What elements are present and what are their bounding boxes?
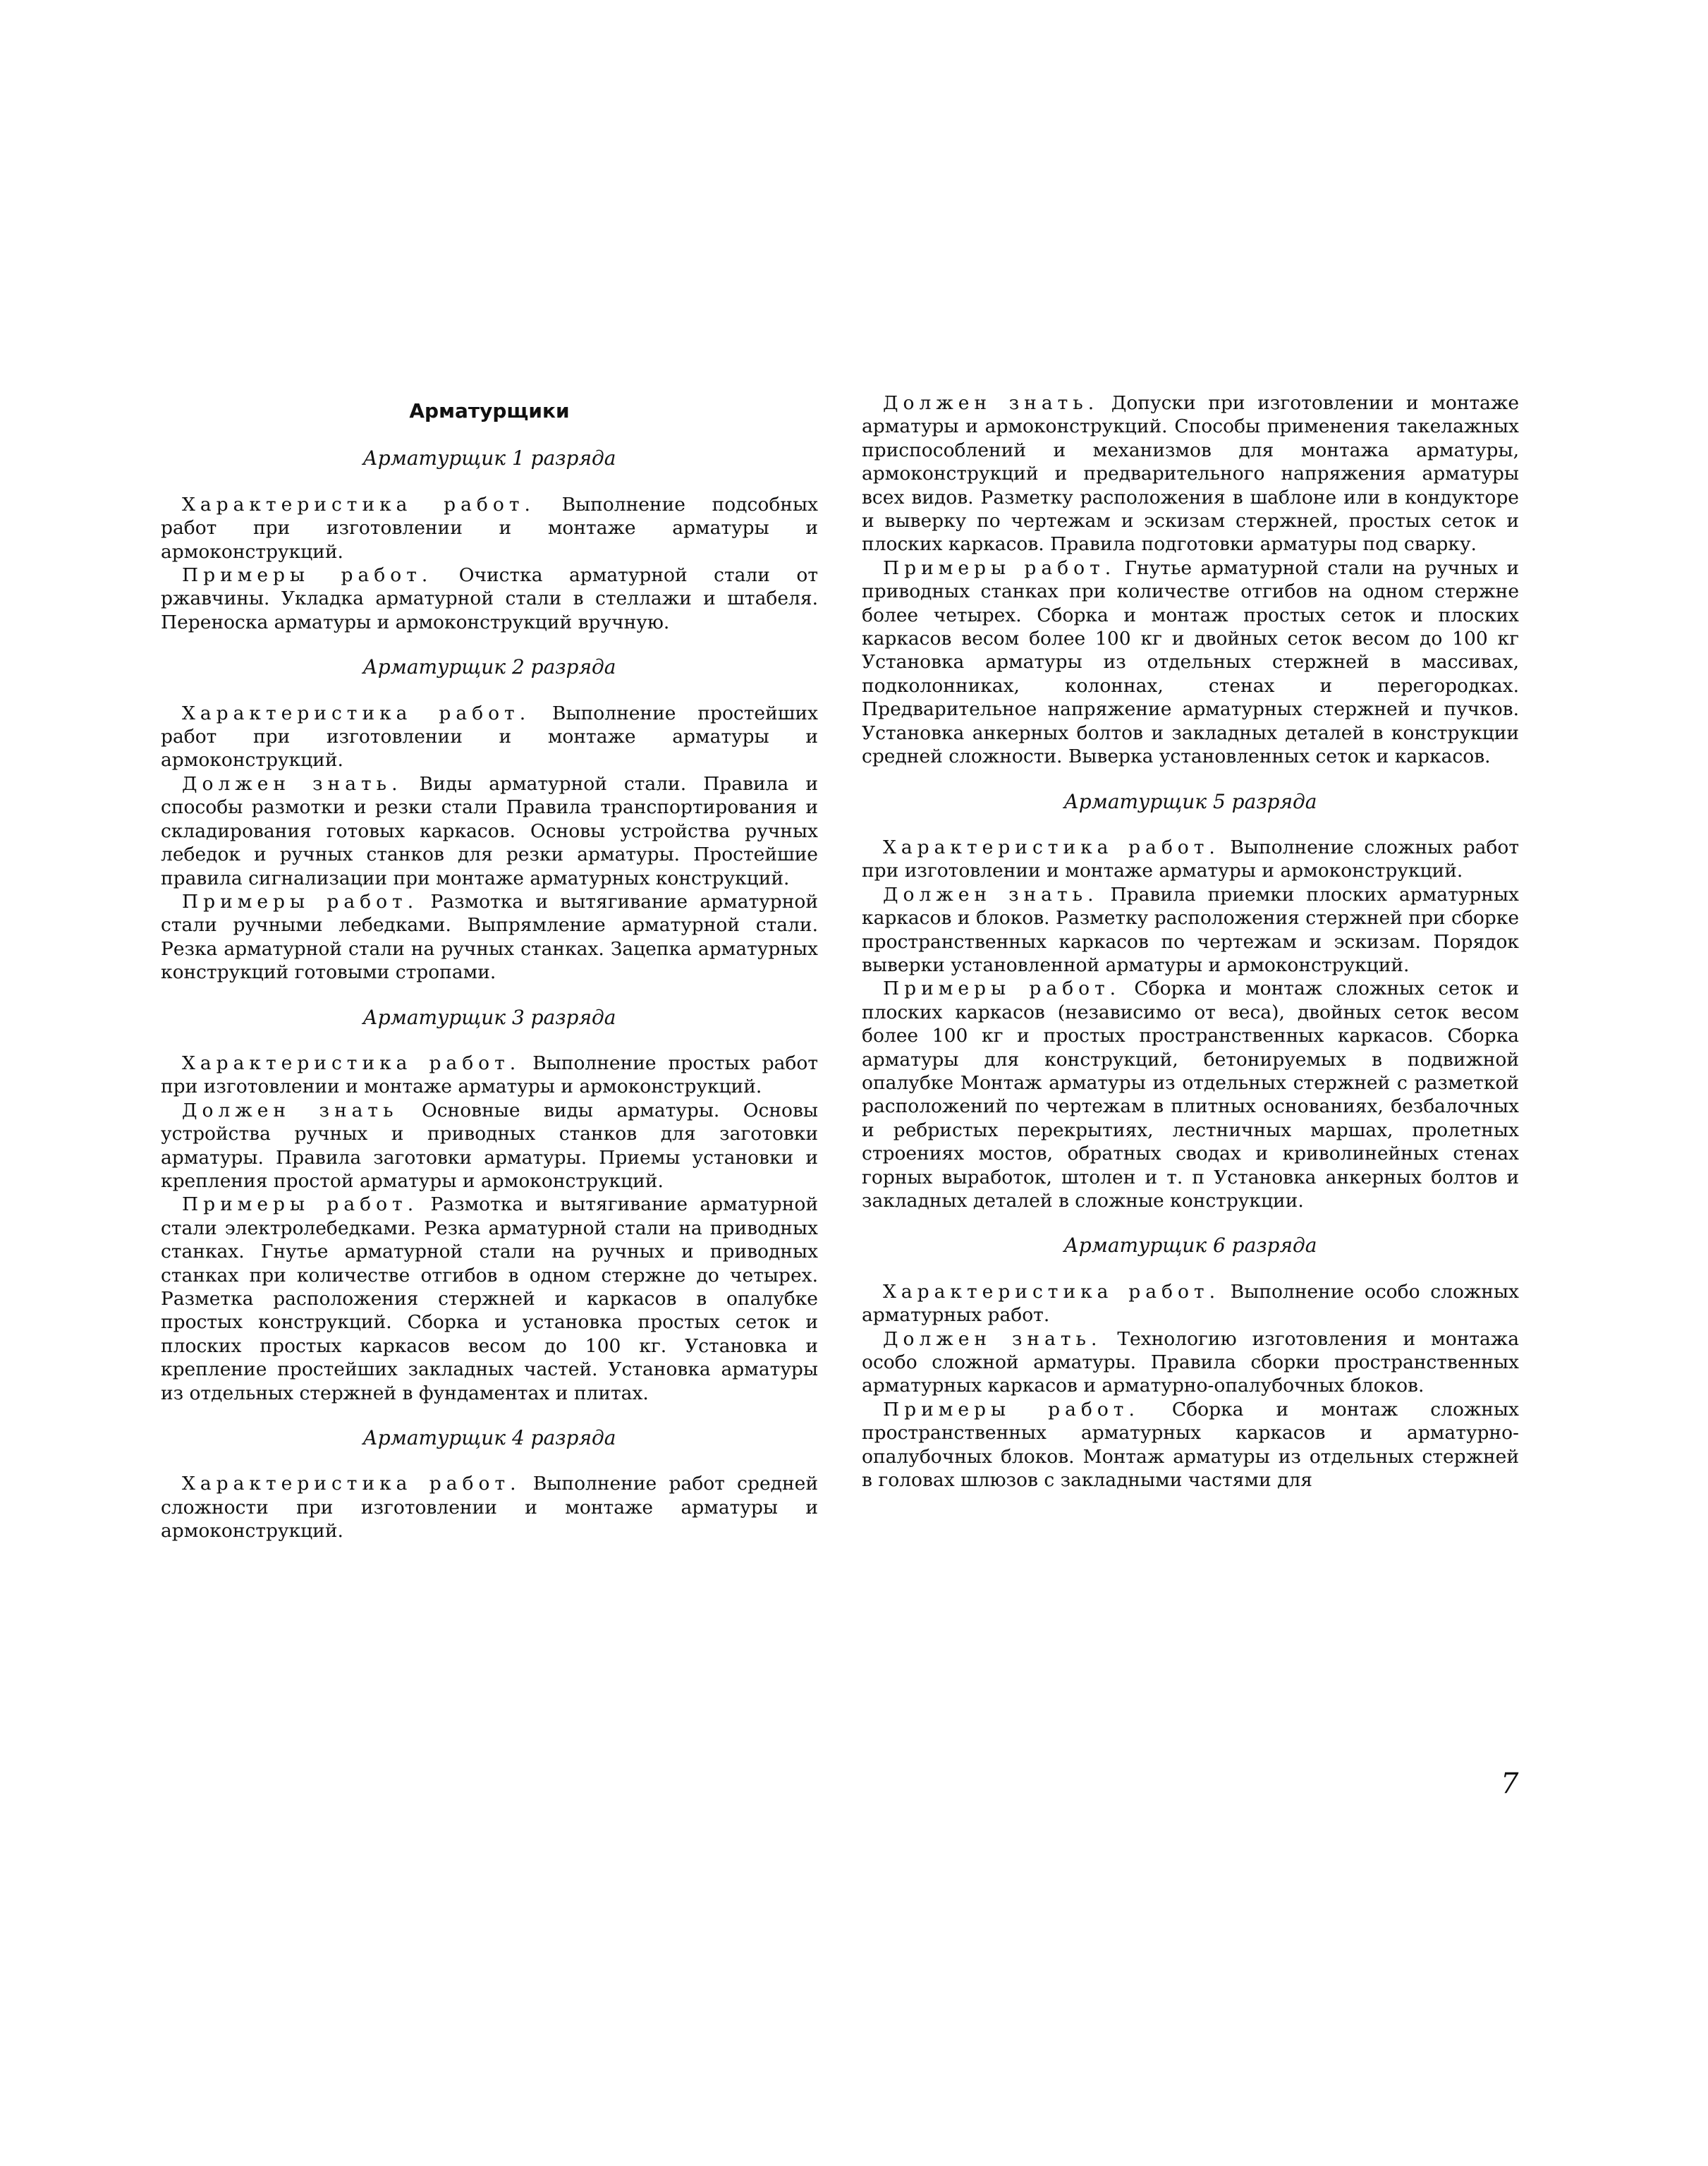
grade-6-knowledge [862,1327,1519,1398]
knowledge-lead: Должен знать. [883,392,1099,414]
characteristic-text: Выполнение простейших работ при изготовлении и монтаже арматуры и армоконструкций. [161,702,819,772]
characteristic-text: Выполнение особо сложных арматурных работ. [862,1280,1519,1327]
knowledge-lead: Должен знать. [883,883,1099,906]
characteristic-text: Выполнение сложных работ при изготовлении и монтаже арматуры и армоконструкций. [862,836,1519,882]
knowledge-lead: Должен знать. [883,1327,1102,1350]
right-column [862,391,1519,1492]
knowledge-lead: Должен знать [182,1099,398,1121]
characteristic-lead: Характеристика работ. [182,1052,521,1074]
examples-text: Сборка и монтаж сложных пространственных арматурных каркасов и арматурно-опалубочных блоков. Монтаж арматуры из отдельных стержней в головах шлюзов с закладными частями для [862,1398,1520,1492]
grade-3-heading: Арматурщик 3 разряда [362,1005,616,1029]
grade-4-knowledge [862,391,1519,556]
grade-5-characteristic [862,836,1519,883]
examples-text: Очистка арматурной стали от ржавчины. Укладка арматурной стали в стеллажи и штабеля. Переноска арматуры и армоконструкций вручную. [161,564,818,633]
grade-5-heading: Арматурщик 5 разряда [1063,789,1317,813]
grade-6-characteristic [862,1280,1519,1327]
grade-2-characteristic [161,702,818,772]
knowledge-text: Основные виды арматуры. Основы устройства ручных и приводных станков для заготовки арматуры. Правила заготовки арматуры. Приемы установки и крепления простой арматуры и армоконструкций. [161,1099,819,1192]
examples-text: Сборка и монтаж сложных сеток и плоских каркасов (независимо от веса), двойных сеток весом более 100 кг и простых пространственных каркасов. Сборка арматуры для конструкций, бетонируемых в подвижной опалубке Монтаж арматуры из отдельных стержней с разметкой расположений по чертежам в плитных основаниях, безбалочных и ребристых перекрытиях, лестничных маршах, пролетных строениях мостов, обратных сводах и криволинейных стенах горных выработок, штолен и т. п Установка анкерных болтов и закладных деталей в сложные конструкции. [862,978,1519,1212]
grade-2-heading: Арматурщик 2 разряда [362,655,616,679]
grade-5-knowledge [862,883,1519,978]
grade-5-examples [862,977,1519,1212]
grade-3-examples [161,1193,818,1405]
characteristic-lead: Характеристика работ. [182,1473,521,1495]
grade-1-characteristic [161,493,818,564]
examples-lead: Примеры работ. [883,1398,1140,1420]
examples-lead: Примеры работ. [883,978,1121,1000]
characteristic-text: Выполнение простых работ при изготовлении и монтаже арматуры и армоконструкций. [161,1052,818,1098]
characteristic-lead: Характеристика работ. [883,836,1220,858]
characteristic-text: Выполнение работ средней сложности при изготовлении и монтаже арматуры и армоконструкций. [161,1473,818,1543]
grade-2-examples [161,890,818,985]
examples-text: Размотка и вытягивание арматурной стали ручными лебедками. Выпрямление арматурной стали. Резка арматурной стали на ручных станках. Зацепка арматурных конструкций готовыми стропами. [161,890,818,984]
knowledge-text: Виды арматурной стали. Правила и способы размотки и резки стали Правила транспортирования и складирования готовых каркасов. Основы устройства ручных лебедок и ручных станков для резки арматуры. Простейшие правила сигнализации при монтаже арматурных конструкций. [161,772,819,889]
examples-text: Размотка и вытягивание арматурной стали электролебедками. Резка арматурной стали на приводных станках. Гнутье арматурной стали на ручных и приводных станках при количестве отгибов в одном стержне до четырех. Разметка расположения стержней и каркасов в опалубке простых конструкций. Сборка и установка простых сеток и плоских простых каркасов весом до 100 кг. Установка и крепление простейших закладных частей. Установка арматуры из отдельных стержней в фундаментах и плитах. [161,1193,818,1404]
left-column [161,387,818,1543]
grade-2-knowledge [161,772,818,890]
characteristic-lead: Характеристика работ. [883,1280,1220,1303]
characteristic-text: Выполнение подсобных работ при изготовлении и монтаже арматуры и армоконструкций. [161,493,818,563]
characteristic-lead: Характеристика работ. [182,493,535,516]
examples-lead: Примеры работ. [182,890,419,913]
grade-1-examples [161,564,818,634]
grade-6-heading: Арматурщик 6 разряда [1063,1234,1317,1258]
knowledge-text: Технологию изготовления и монтажа особо сложной арматуры. Правила сборки пространственных арматурных каркасов и арматурно-опалубочных блоков. [862,1327,1519,1397]
grade-4-examples [862,556,1519,769]
grade-1-heading: Арматурщик 1 разряда [362,446,616,470]
knowledge-text: Допуски при изготовлении и монтаже арматуры и армоконструкций. Способы применения такелажных приспособлений и механизмов для монтажа арматуры, армоконструкций и предварительного напряжения арматуры всех видов. Разметку расположения в шаблоне или в кондукторе и выверку по чертежам и эскизам стержней, простых сеток и плоских каркасов. Правила подготовки арматуры под сварку. [862,392,1519,556]
examples-lead: Примеры работ. [182,1193,419,1216]
grade-4-characteristic [161,1472,818,1543]
grade-3-knowledge [161,1099,818,1193]
page-number: 7 [1501,1768,1519,1800]
examples-lead: Примеры работ. [182,564,433,587]
grade-6-examples [862,1398,1519,1492]
examples-lead: Примеры работ. [883,556,1116,579]
examples-text: Гнутье арматурной стали на ручных и приводных станках при количестве отгибов на одном стержне более четырех. Сборка и монтаж простых сеток и плоских каркасов весом более 100 кг и двойных сеток весом до 100 кг Установка арматуры из отдельных стержней в массивах, подколонниках, колоннах, стенах и перегородках. Предварительное напряжение арматурных стержней и пучков. Установка анкерных болтов и закладных деталей в конструкции средней сложности. Выверка установленных сеток и каркасов. [862,556,1520,768]
knowledge-lead: Должен знать. [182,772,403,795]
grade-4-heading: Арматурщик 4 разряда [362,1426,616,1450]
section-title: Арматурщики [409,399,570,422]
grade-3-characteristic [161,1052,818,1099]
knowledge-text: Правила приемки плоских арматурных каркасов и блоков. Разметку расположения стержней при сборке пространственных каркасов по чертежам и эскизам. Порядок выверки установленной арматуры и армоконструкций. [862,883,1519,976]
characteristic-lead: Характеристика работ. [182,702,531,724]
